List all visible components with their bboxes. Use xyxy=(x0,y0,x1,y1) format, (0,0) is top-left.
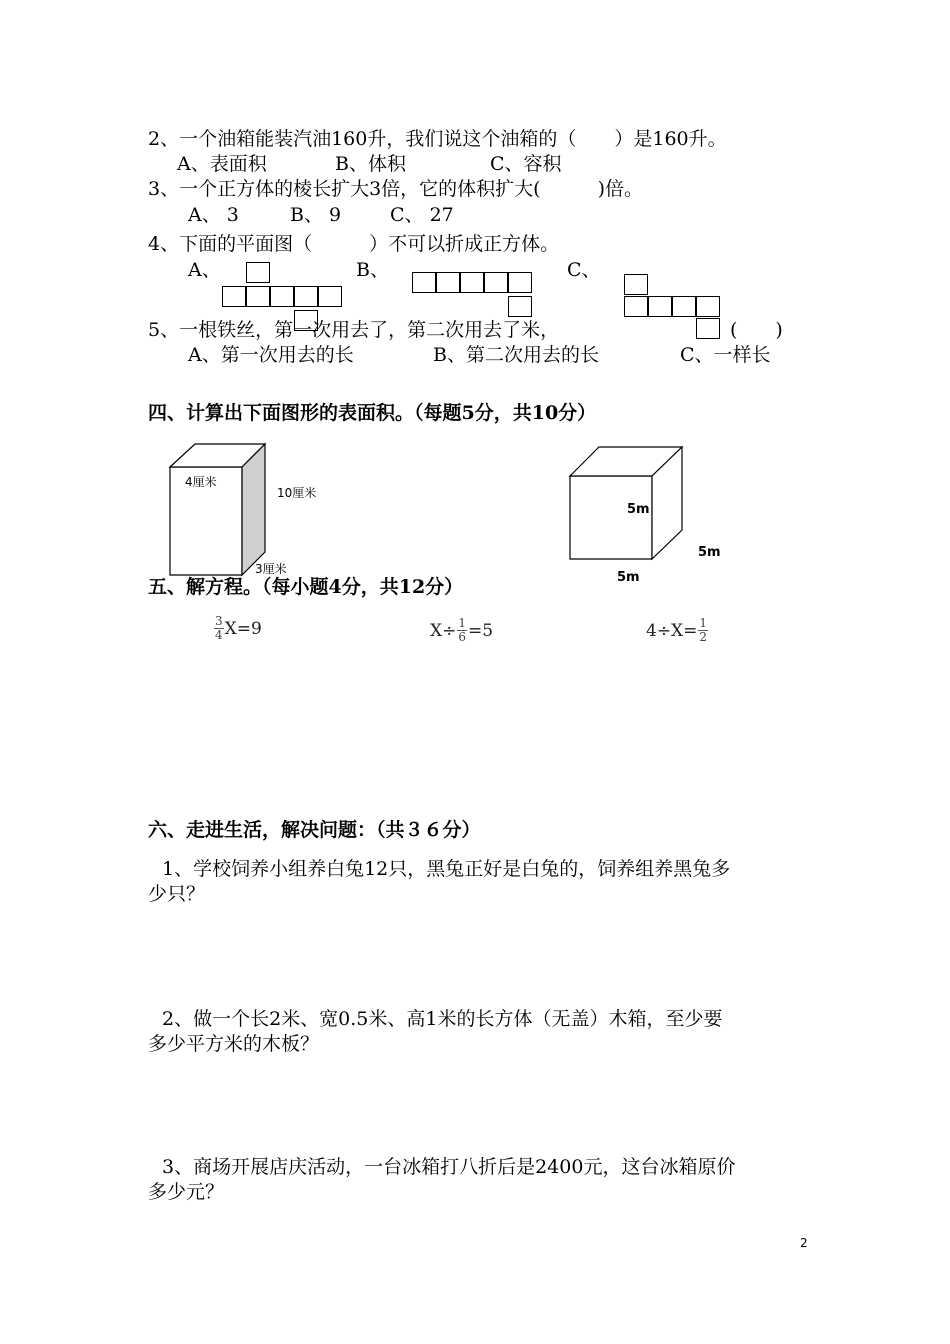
q3-text: 3、一个正方体的棱长扩大3倍，它的体积扩大( )倍。 xyxy=(148,178,644,200)
section-5-title: 五、解方程。（每小题4分，共12分） xyxy=(148,576,464,598)
equation-2-fraction: $\frac{1}{6}$ xyxy=(458,616,466,644)
cube-front-label: 5m xyxy=(627,502,650,517)
q4-option-b: B、 xyxy=(356,259,389,281)
q2-option-c: C、容积 xyxy=(490,153,562,175)
equation-3: 4÷X= $\frac{1}{2}$ xyxy=(646,616,708,644)
q2-option-b: B、体积 xyxy=(335,153,406,175)
problem-3-line-1: 3、商场开展店庆活动，一台冰箱打八折后是2400元，这台冰箱原价 xyxy=(162,1156,736,1178)
page-number: 2 xyxy=(800,1236,808,1250)
cube-bottom-label: 5m xyxy=(617,570,640,585)
q4-option-c: C、 xyxy=(567,259,601,281)
q2-text: 2、一个油箱能装汽油160升，我们说这个油箱的（ ）是160升。 xyxy=(148,128,727,150)
q5-option-a: A、第一次用去的长 xyxy=(188,344,354,366)
cuboid-length-label: 4厘米 xyxy=(185,475,217,489)
q3-option-a: A、 3 xyxy=(188,204,239,226)
equation-1-fraction: $\frac{3}{4}$ xyxy=(215,614,223,642)
q3-option-c: C、 27 xyxy=(390,204,454,226)
q3-option-b: B、 9 xyxy=(290,204,342,226)
cube-side-label: 5m xyxy=(698,545,721,560)
equation-2: X÷ $\frac{1}{6}$ =5 xyxy=(430,616,494,644)
problem-1-line-2: 少只？ xyxy=(148,883,206,905)
q5-option-c: C、一样长 xyxy=(680,344,771,366)
cuboid-height-label: 10厘米 xyxy=(277,486,317,500)
problem-2-line-1: 2、做一个长2米、宽0.5米、高1米的长方体（无盖）木箱，至少要 xyxy=(162,1008,723,1030)
problem-1-line-1: 1、学校饲养小组养白兔12只，黑兔正好是白兔的，饲养组养黑兔多 xyxy=(162,858,731,880)
cuboid-width-label: 3厘米 xyxy=(255,562,287,576)
q5-text: 5、一根铁丝，第一次用去了，第二次用去了米， xyxy=(148,319,560,341)
q4-text: 4、下面的平面图（ ）不可以折成正方体。 xyxy=(148,233,560,255)
q5-option-b: B、第二次用去的长 xyxy=(433,344,599,366)
section-4-title: 四、计算出下面图形的表面积。（每题5分，共10分） xyxy=(148,402,597,424)
q2-option-a: A、表面积 xyxy=(177,153,267,175)
section-6-title: 六、走进生活，解决问题：（共３６分） xyxy=(148,819,481,841)
cuboid-figure xyxy=(165,440,275,580)
q4-option-a: A、 xyxy=(188,259,221,281)
problem-2-line-2: 多少平方米的木板？ xyxy=(148,1033,320,1055)
problem-3-line-2: 多少元？ xyxy=(148,1181,225,1203)
equation-1: $\frac{3}{4}$ X=9 xyxy=(215,614,262,642)
q5-answer-paren: ( ) xyxy=(730,319,783,341)
equation-3-fraction: $\frac{1}{2}$ xyxy=(699,616,708,644)
